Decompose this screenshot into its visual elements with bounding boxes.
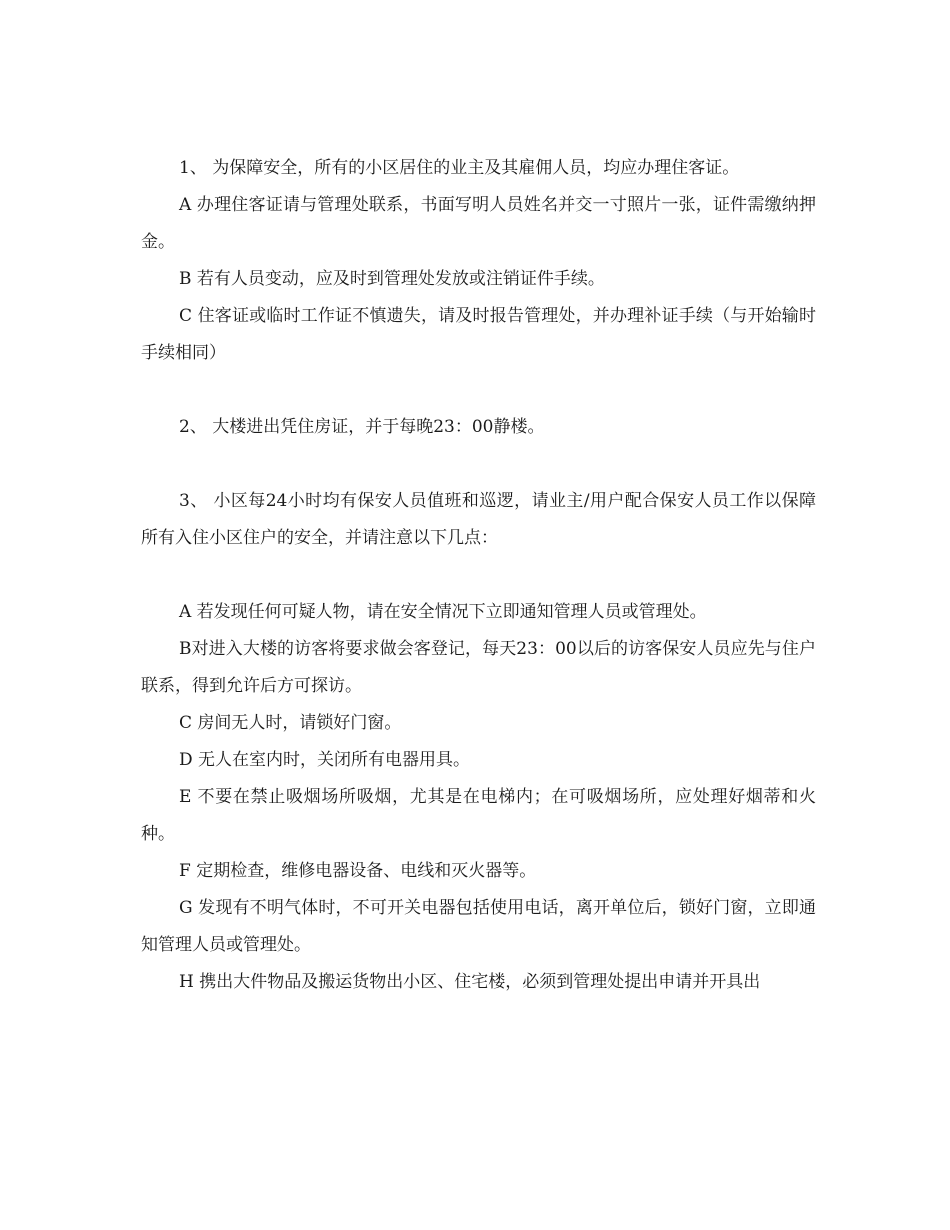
item-3f-paragraph: F 定期检查，维修电器设备、电线和灭火器等。 [179, 861, 537, 881]
section-spacer [141, 557, 816, 594]
item-3c-paragraph: C 房间无人时，请锁好门窗。 [179, 713, 402, 733]
item-3b-paragraph: B对进入大楼的访客将要求做会客登记，每天23：00以后的访客保安人员应先与住户联系，得到允许后方可探访。 [141, 639, 816, 696]
section-spacer [141, 372, 816, 409]
item-1b-paragraph: B 若有人员变动，应及时到管理处发放或注销证件手续。 [179, 269, 605, 289]
item-3d-paragraph: D 无人在室内时，关闭所有电器用具。 [179, 750, 471, 770]
item-3-paragraph: 3、 小区每24小时均有保安人员值班和巡逻，请业主/用户配合保安人员工作以保障所有入住小区住户的安全，并请注意以下几点： [141, 491, 816, 548]
section-spacer [141, 446, 816, 483]
item-1-paragraph: 1、 为保障安全，所有的小区居住的业主及其雇佣人员，均应办理住客证。 [179, 158, 740, 178]
item-2-paragraph: 2、 大楼进出凭住房证，并于每晚23：00静楼。 [179, 417, 545, 437]
item-1c-paragraph: C 住客证或临时工作证不慎遗失，请及时报告管理处，并办理补证手续（与开始输时手续相同） [141, 306, 816, 363]
document-body [141, 150, 816, 1001]
item-1a-paragraph: A 办理住客证请与管理处联系，书面写明人员姓名并交一寸照片一张，证件需缴纳押金。 [141, 195, 816, 252]
item-3g-paragraph: G 发现有不明气体时，不可开关电器包括使用电话，离开单位后，锁好门窗，立即通知管理人员或管理处。 [141, 898, 816, 955]
item-3h-paragraph: H 携出大件物品及搬运货物出小区、住宅楼，必须到管理处提出申请并开具出 [179, 972, 761, 992]
item-3e-paragraph: E 不要在禁止吸烟场所吸烟，尤其是在电梯内；在可吸烟场所，应处理好烟蒂和火种。 [141, 787, 816, 844]
item-3a-paragraph: A 若发现任何可疑人物，请在安全情况下立即通知管理人员或管理处。 [179, 602, 707, 622]
